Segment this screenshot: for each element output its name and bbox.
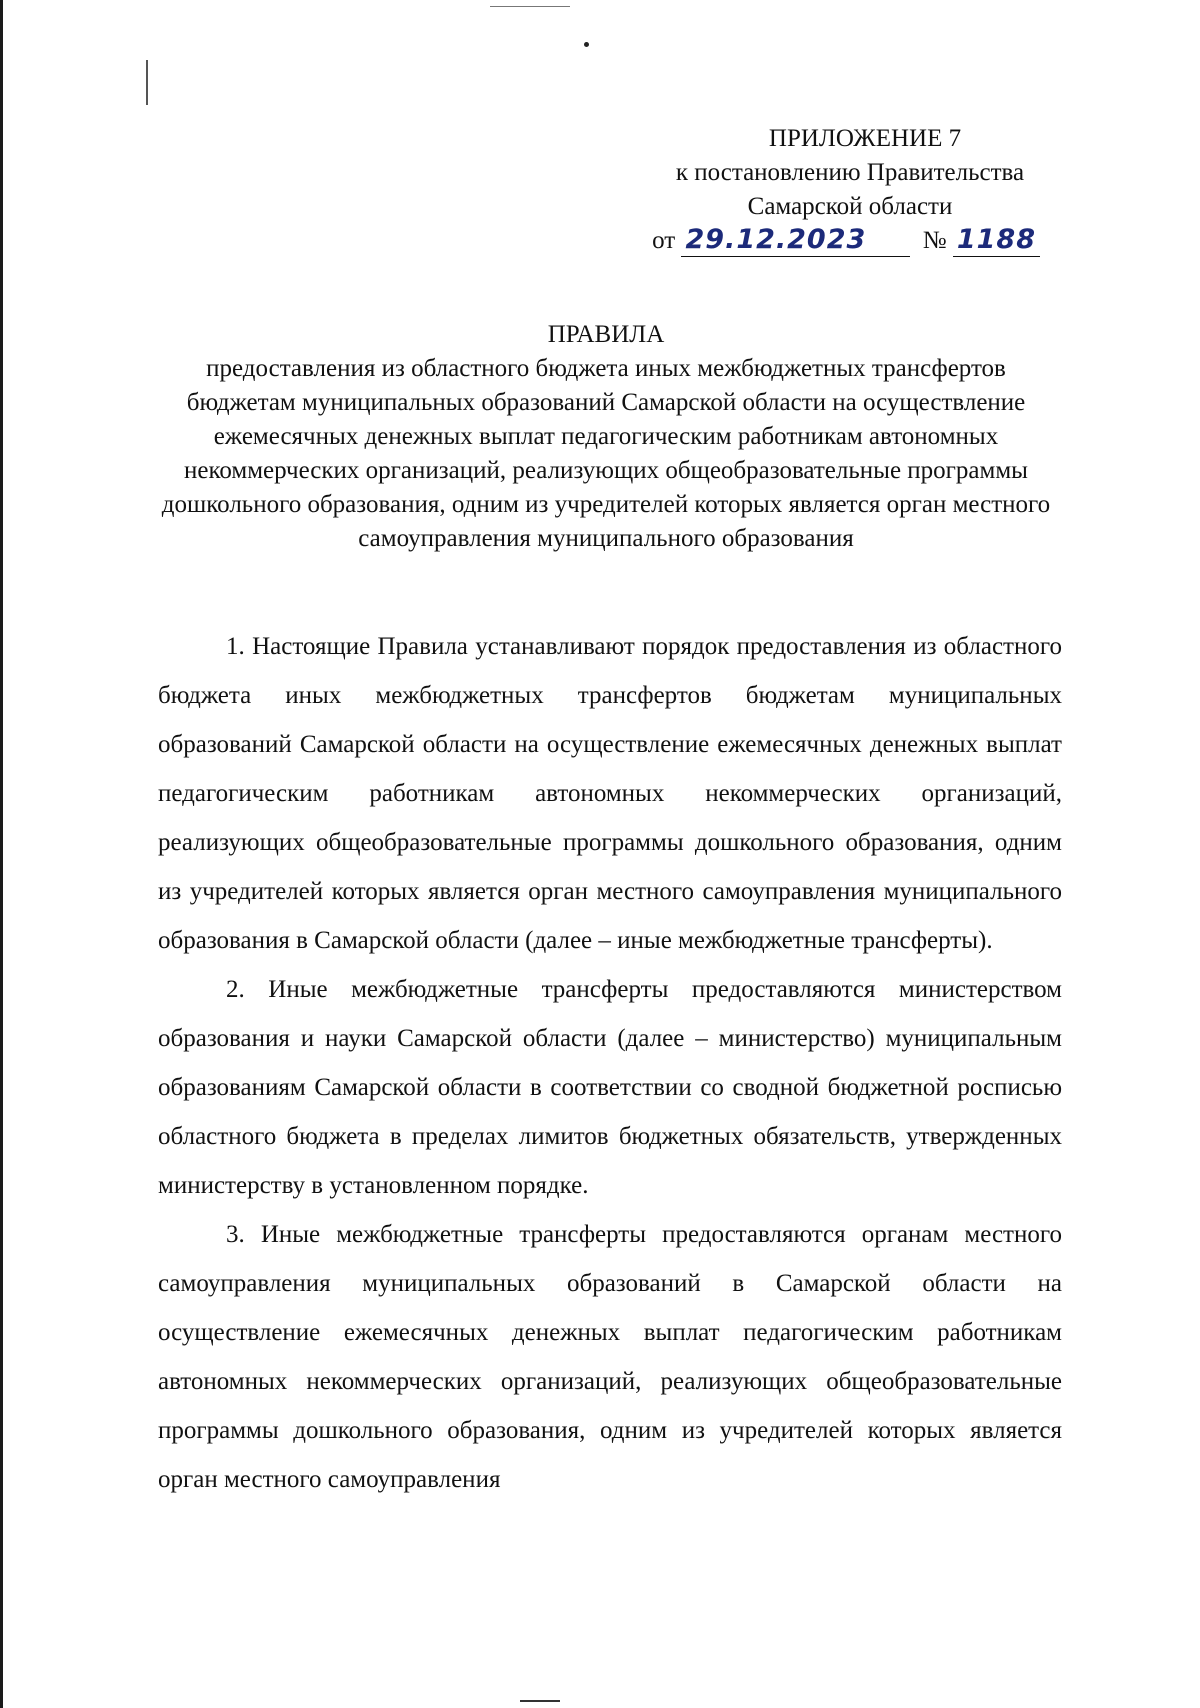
appendix-reference: к постановлению Правительства [675, 159, 1025, 186]
date-prefix: от [652, 227, 676, 254]
scan-artifact-mark [146, 60, 148, 105]
scan-edge [0, 0, 3, 1708]
scan-artifact-bottom [520, 1700, 560, 1702]
paragraph-1: 1. Настоящие Правила устанавливают порядок предоставления из областного бюджета иных межбюджетных трансфертов бюджетам муниципальных образований Самарской области на осуществление ежемесячных денежных выплат педагогическим работникам автономных некоммерческих организаций, реализующих общеобразовательные программы дошкольного образования, одним из учредителей которых является орган местного самоуправления муниципального образования в Самарской области (далее – иные межбюджетные трансферты). [158, 633, 1062, 954]
date-field [681, 225, 910, 257]
document-body [158, 622, 1062, 1504]
document-title: ПРАВИЛА [547, 321, 665, 348]
number-prefix: № [922, 227, 947, 254]
appendix-header [640, 122, 1060, 258]
resolution-date-line [640, 224, 1060, 258]
handwritten-date: 29.12.2023 [685, 224, 867, 255]
scan-artifact-dot [584, 42, 589, 47]
scan-artifact-top [490, 6, 570, 7]
appendix-title: ПРИЛОЖЕНИЕ 7 [768, 125, 962, 152]
paragraph-3: 3. Иные межбюджетные трансферты предоставляются органам местного самоуправления муниципальных образований в Самарской области на осуществление ежемесячных денежных выплат педагогическим работникам автономных некоммерческих организаций, реализующих общеобразовательные программы дошкольного образования, одним из учредителей которых является орган местного самоуправления [158, 1221, 1062, 1493]
number-field [953, 225, 1040, 257]
handwritten-number: 1188 [956, 224, 1036, 255]
document-subtitle: предоставления из областного бюджета иных межбюджетных трансфертов бюджетам муниципальных образований Самарской области на осуществление ежемесячных денежных выплат педагогическим работникам автономных некоммерческих организаций, реализующих общеобразовательные программы дошкольного образования, одним из учредителей которых является орган местного самоуправления муниципального образования [161, 355, 1051, 552]
appendix-region: Самарской области [747, 193, 953, 220]
paragraph-2: 2. Иные межбюджетные трансферты предоставляются министерством образования и науки Самарской области (далее – министерство) муниципальным образованиям Самарской области в соответствии со сводной бюджетной росписью областного бюджета в пределах лимитов бюджетных обязательств, утвержденных министерству в установленном порядке. [158, 976, 1062, 1199]
